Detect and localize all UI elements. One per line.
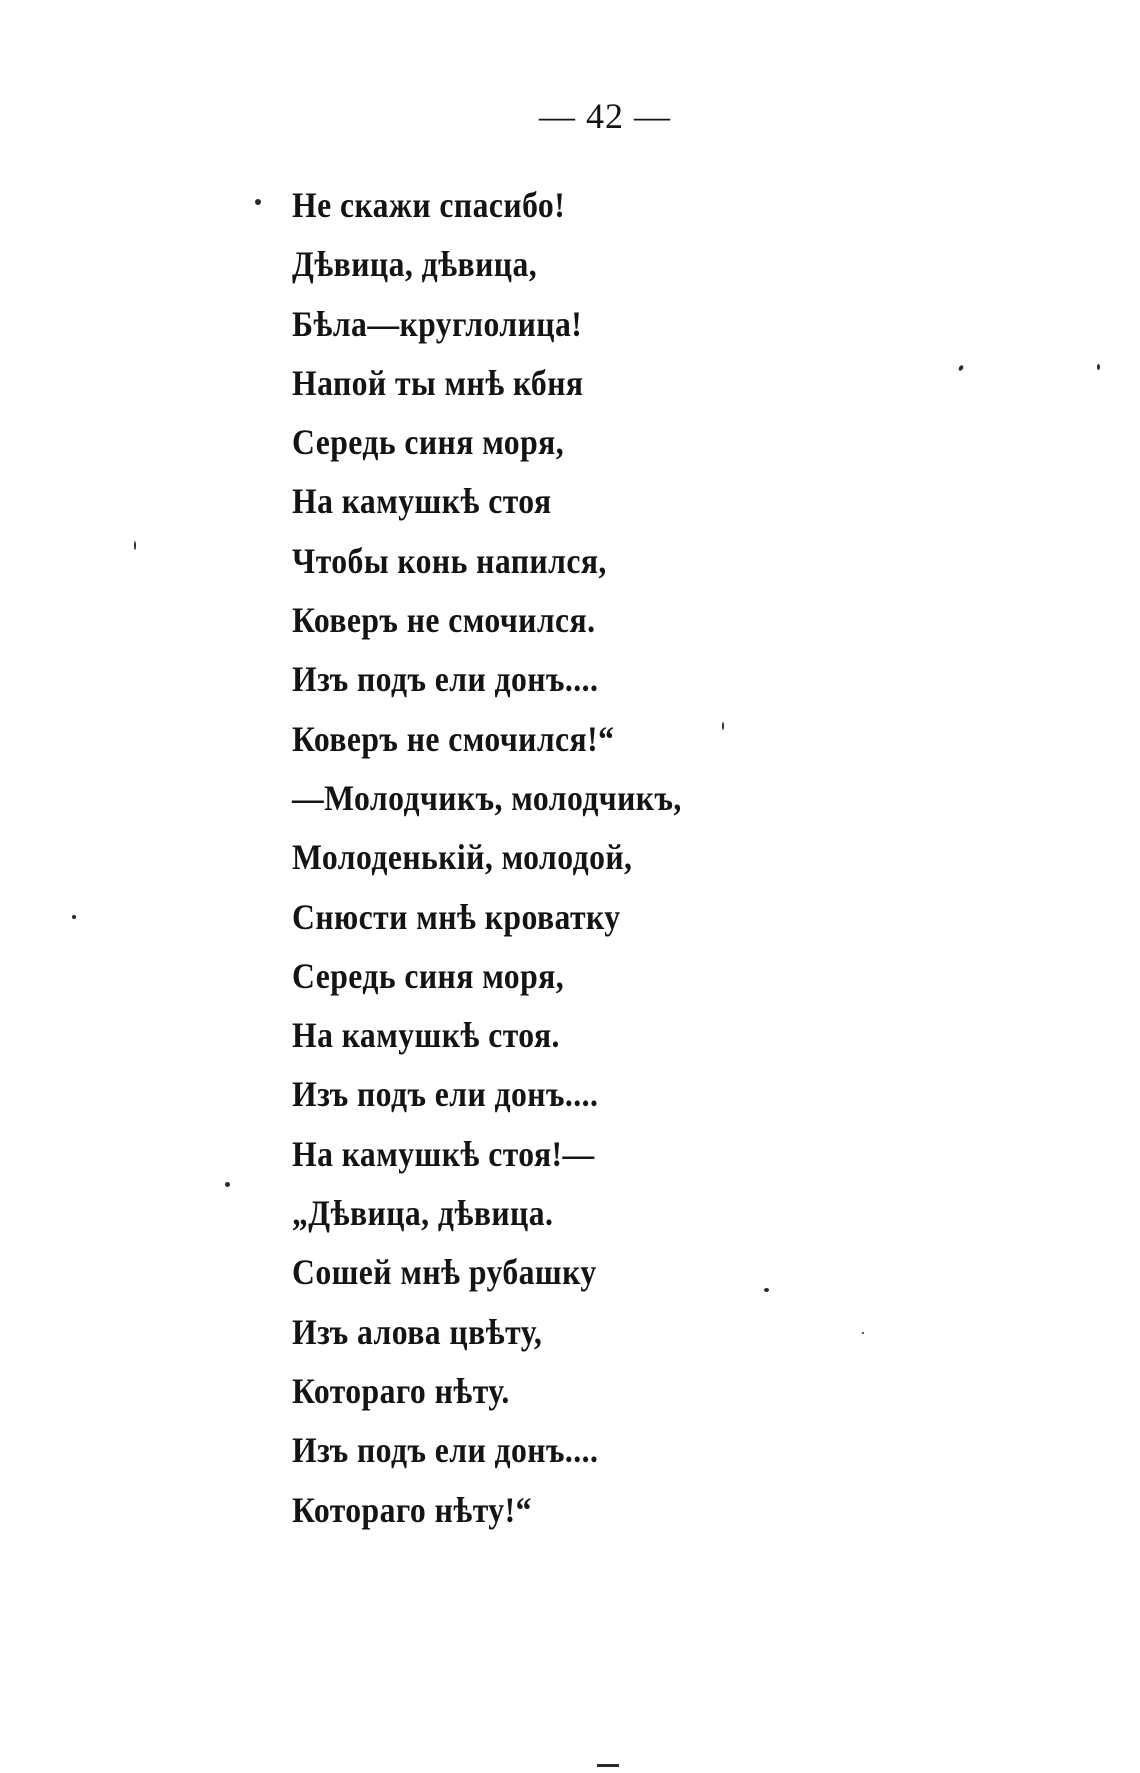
poem-line: Изъ алова цвѣту, [292, 1311, 543, 1352]
poem-line: Середь синя моря, [292, 955, 565, 996]
poem-line: Котораго нѣту. [292, 1370, 510, 1411]
scan-speck [1097, 364, 1100, 370]
poem-line: Бѣла—круглолица! [292, 303, 583, 344]
page-number: — 42 — [539, 96, 671, 136]
bullet-dot [255, 199, 261, 205]
scan-speck [722, 722, 724, 730]
poem-line: Коверъ не смочился!“ [292, 718, 615, 759]
scan-speck [225, 1182, 230, 1187]
poem-line: Чтобы конь напился, [292, 540, 607, 581]
poem-line: Коверъ не смочился. [292, 600, 596, 641]
poem-text [292, 176, 735, 1540]
scan-speck [862, 1332, 864, 1334]
poem-line: На камушкѣ стоя. [292, 1015, 560, 1056]
poem-line: Середь синя моря, [292, 422, 565, 463]
poem-line: Изъ подъ ели донъ.... [292, 1430, 599, 1471]
poem-line: Сошей мнѣ рубашку [292, 1252, 597, 1293]
poem-line: Изъ подъ ели донъ.... [292, 659, 599, 700]
poem-line: На камушкѣ стоя [292, 481, 552, 522]
poem-line: Напой ты мнѣ кбня [292, 362, 584, 403]
poem-line: —Молодчикъ, молодчикъ, [292, 777, 682, 818]
scan-speck [958, 364, 964, 371]
poem-line: Молоденькій, молодой, [292, 837, 633, 878]
scan-speck [764, 1288, 769, 1292]
poem-line: Дѣвица, дѣвица, [292, 244, 538, 285]
poem-line: „Дѣвица, дѣвица. [292, 1193, 554, 1234]
poem-line: На камушкѣ стоя!— [292, 1133, 595, 1174]
scan-speck [134, 541, 136, 550]
poem-line: Изъ подъ ели донъ.... [292, 1074, 599, 1115]
bottom-dash-mark [597, 1764, 619, 1767]
poem-line: Снюсти мнѣ кроватку [292, 896, 621, 937]
poem-line: Котораго нѣту!“ [292, 1489, 532, 1530]
scan-speck [72, 915, 76, 919]
poem-line: Не скажи спасибо! [292, 185, 566, 225]
